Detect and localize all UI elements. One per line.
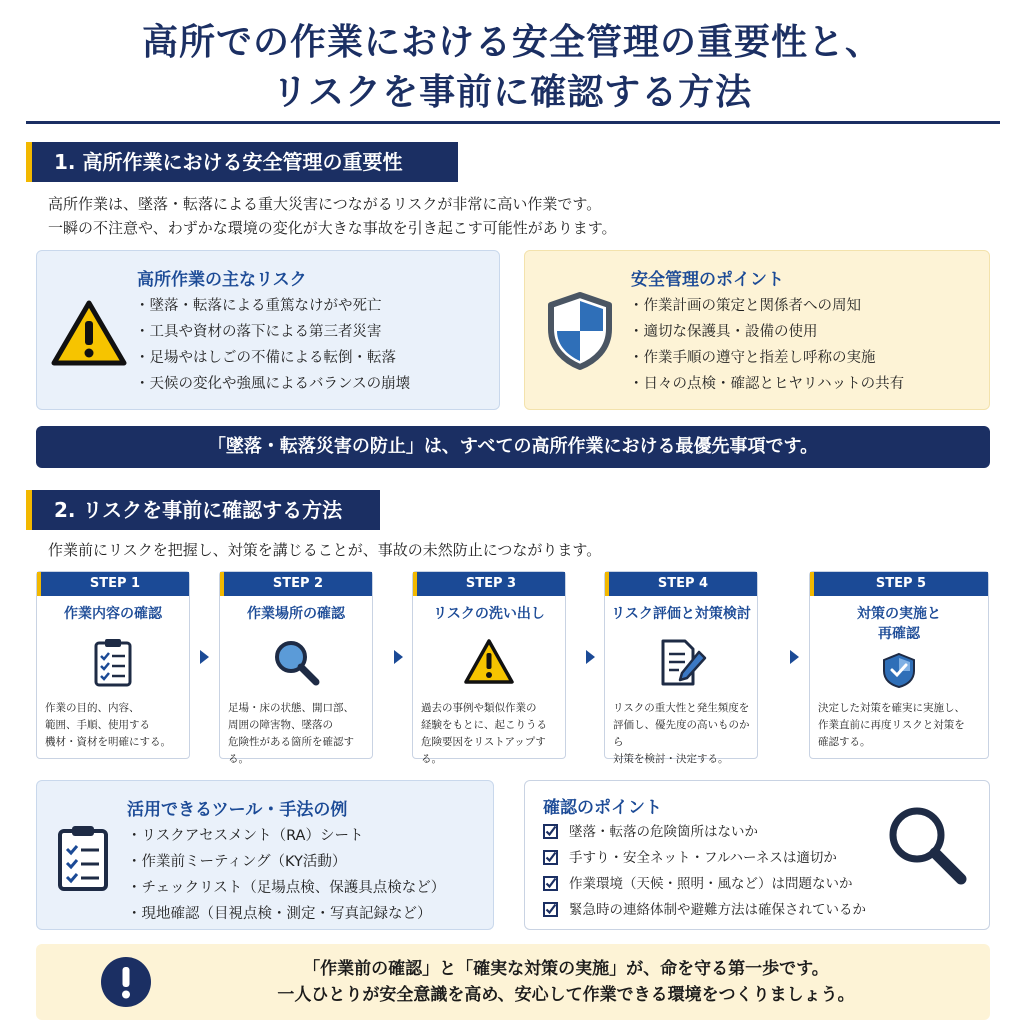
step-desc-line: 危険性がある箇所を確認する。 <box>228 736 354 765</box>
list-item: ・ 工具や資材の落下による第三者災害 <box>135 319 410 345</box>
step-desc-line: 足場・床の状態、開口部、 <box>228 702 354 714</box>
step-5-title-line-2: 再確認 <box>878 626 920 642</box>
step-4-title: リスク評価と対策検討 <box>611 606 751 622</box>
step-desc-line: 決定した対策を確実に実施し、 <box>818 702 965 714</box>
safety-points-panel <box>524 250 990 410</box>
list-item <box>543 819 866 845</box>
step-5-label: STEP 5 <box>810 572 988 596</box>
checklist-icon <box>55 823 111 893</box>
step-arrow-icon <box>790 650 799 664</box>
step-3-title: リスクの洗い出し <box>433 606 545 622</box>
step-desc-line: 危険要因をリストアップする。 <box>421 736 546 765</box>
list-item: ・ 天候の変化や強風によるバランスの崩壊 <box>135 371 410 397</box>
step-2-title: 作業場所の確認 <box>247 606 345 622</box>
list-item: ・ リスクアセスメント（RA）シート <box>127 823 445 849</box>
list-item <box>543 871 866 897</box>
step-desc-line: 範囲、手順、使用する <box>45 719 150 731</box>
step-5-title <box>810 604 988 644</box>
list-item: ・ 作業計画の策定と関係者への周知 <box>629 293 904 319</box>
step-desc-line: 過去の事例や類似作業の <box>421 702 537 714</box>
footer-line-1: 「作業前の確認」と「確実な対策の実施」が、命を守る第一歩です。 <box>303 959 829 979</box>
checkbox-checked-icon <box>543 902 558 917</box>
step-4-description <box>613 700 751 768</box>
step-2-description <box>228 700 366 768</box>
checkpoints-title: 確認のポイント <box>543 798 662 818</box>
step-arrow-icon <box>394 650 403 664</box>
checkpoint-text: 緊急時の連絡体制や避難方法は確保されているか <box>569 902 866 918</box>
list-item <box>543 897 866 923</box>
step-1-card <box>36 571 190 759</box>
step-desc-line: 対策を検討・決定する。 <box>613 753 729 765</box>
tools-panel <box>36 780 494 930</box>
list-item: ・ チェックリスト（足場点検、保護具点検など） <box>127 875 445 901</box>
step-2-label: STEP 2 <box>220 572 372 596</box>
footer-text <box>186 956 946 1008</box>
title-divider <box>26 121 1000 124</box>
step-3-card <box>412 571 566 765</box>
page-title <box>0 18 1024 118</box>
list-item: ・ 作業手順の遵守と指差し呼称の実施 <box>629 345 904 371</box>
step-arrow-icon <box>586 650 595 664</box>
step-desc-line: 確認する。 <box>818 736 871 748</box>
clipboard-icon <box>87 636 139 688</box>
checkbox-checked-icon <box>543 876 558 891</box>
intro-line-2: 一瞬の不注意や、わずかな環境の変化が大きな事故を引き起こす可能性があります。 <box>48 219 617 237</box>
shield-check-icon <box>881 652 917 688</box>
safety-points-list <box>629 293 904 397</box>
checkpoints-list <box>543 819 866 923</box>
list-item: ・ 適切な保護具・設備の使用 <box>629 319 904 345</box>
checkbox-checked-icon <box>543 824 558 839</box>
section-2-heading: 2. リスクを事前に確認する方法 <box>26 490 380 530</box>
footer-message-box <box>36 944 990 1020</box>
footer-line-2: 一人ひとりが安全意識を高め、安心して作業できる環境をつくりましょう。 <box>277 985 855 1005</box>
list-item <box>543 845 866 871</box>
risks-list <box>135 293 410 397</box>
document-pen-icon <box>655 636 707 688</box>
step-desc-line: 機材・資材を明確にする。 <box>45 736 171 748</box>
step-5-title-line-1: 対策の実施と <box>857 606 941 622</box>
section-1-intro <box>48 192 617 240</box>
step-arrow-icon <box>200 650 209 664</box>
risks-panel-title: 高所作業の主なリスク <box>137 270 307 290</box>
risks-panel <box>36 250 500 410</box>
step-4-label: STEP 4 <box>605 572 757 596</box>
step-3-label: STEP 3 <box>413 572 565 596</box>
step-5-card <box>809 571 989 759</box>
step-1-label: STEP 1 <box>37 572 189 596</box>
step-1-description <box>45 700 183 751</box>
magnifier-icon <box>270 636 322 688</box>
intro-line-1: 高所作業は、墜落・転落による重大災害につながるリスクが非常に高い作業です。 <box>48 195 602 213</box>
list-item: ・ 現地確認（目視点検・測定・写真記録など） <box>127 901 445 927</box>
safety-points-title: 安全管理のポイント <box>631 270 784 290</box>
step-4-card <box>604 571 758 765</box>
exclamation-icon <box>100 956 152 1008</box>
checkpoint-text: 作業環境（天候・照明・風など）は問題ないか <box>569 876 853 892</box>
step-desc-line: 作業直前に再度リスクと対策を <box>818 719 965 731</box>
step-2-card <box>219 571 373 765</box>
checkpoints-panel <box>524 780 990 930</box>
step-desc-line: 作業の目的、内容、 <box>45 702 140 714</box>
step-desc-line: 評価し、優先度の高いものから <box>613 719 750 748</box>
section-1-heading: 1. 高所作業における安全管理の重要性 <box>26 142 458 182</box>
step-desc-line: 経験をもとに、起こりうる <box>421 719 547 731</box>
page-title-line-2: リスクを事前に確認する方法 <box>271 72 753 113</box>
step-3-description <box>421 700 559 768</box>
tools-list <box>127 823 445 927</box>
page-title-line-1: 高所での作業における安全管理の重要性と、 <box>141 22 882 63</box>
step-desc-line: 周囲の障害物、墜落の <box>228 719 333 731</box>
step-1-title: 作業内容の確認 <box>64 606 162 622</box>
warning-icon <box>463 636 515 688</box>
shield-icon <box>547 291 613 371</box>
section-2-intro: 作業前にリスクを把握し、対策を講じることが、事故の未然防止につながります。 <box>48 541 602 559</box>
tools-panel-title: 活用できるツール・手法の例 <box>127 800 348 820</box>
magnifier-icon <box>885 803 969 887</box>
list-item: ・ 作業前ミーティング（KY活動） <box>127 849 445 875</box>
priority-banner: 「墜落・転落災害の防止」は、すべての高所作業における最優先事項です。 <box>36 426 990 468</box>
list-item: ・ 足場やはしごの不備による転倒・転落 <box>135 345 410 371</box>
checkpoint-text: 墜落・転落の危険箇所はないか <box>569 824 758 840</box>
step-desc-line: リスクの重大性と発生頻度を <box>613 702 750 714</box>
step-5-description <box>818 700 982 751</box>
checkbox-checked-icon <box>543 850 558 865</box>
checkpoint-text: 手すり・安全ネット・フルハーネスは適切か <box>569 850 837 866</box>
list-item: ・ 墜落・転落による重篤なけがや死亡 <box>135 293 410 319</box>
warning-icon <box>51 299 127 367</box>
list-item: ・ 日々の点検・確認とヒヤリハットの共有 <box>629 371 904 397</box>
